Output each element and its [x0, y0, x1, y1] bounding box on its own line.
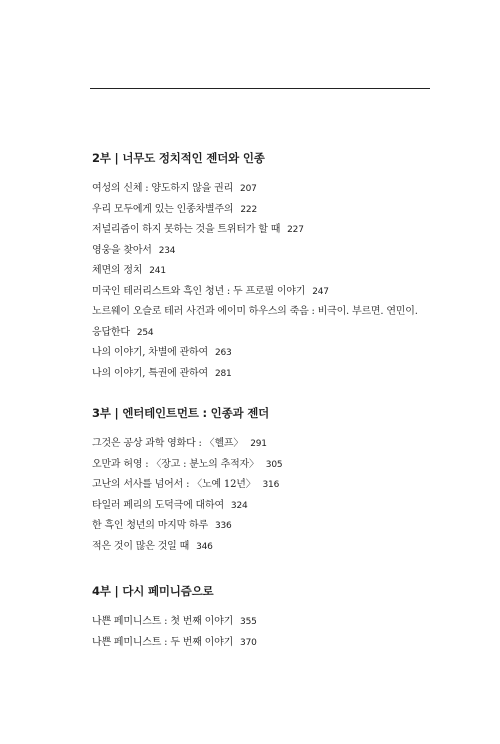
toc-list	[92, 179, 472, 384]
toc-page-number: 346	[196, 541, 213, 552]
top-divider	[90, 88, 430, 89]
toc-page-number: 207	[240, 184, 257, 194]
toc-entry-title: 영웅을 찾아서	[92, 244, 152, 256]
toc-page-number: 263	[214, 348, 232, 358]
toc-entry-title: 체면의 정치	[92, 265, 143, 276]
toc-entry-title: 응답한다	[92, 326, 130, 338]
toc-entry[interactable]	[92, 475, 472, 496]
toc-entry-title: 여성의 신체 : 양도하지 않을 권리	[92, 183, 234, 194]
toc-entry[interactable]	[92, 516, 472, 537]
toc-entry[interactable]	[92, 302, 472, 323]
toc-page-number: 254	[136, 327, 154, 338]
toc-entry-title: 그것은 공상 과학 영화다 : 〈헬프〉	[92, 438, 244, 449]
toc-page-number: 324	[230, 500, 248, 511]
toc-entry-title: 오만과 허영 : 〈장고 : 분노의 추적자〉	[92, 458, 259, 470]
toc-page-number: 305	[265, 459, 283, 470]
section-part-3	[92, 402, 472, 557]
toc-entry[interactable]	[92, 434, 472, 455]
toc-page-number: 234	[158, 245, 176, 256]
toc-list	[92, 434, 472, 557]
toc-entry[interactable]	[92, 200, 472, 221]
toc-entry-title: 저널리즘이 하지 못하는 것을 트위터가 할 때	[92, 224, 281, 235]
toc-entry[interactable]	[92, 241, 472, 262]
toc-entry-title: 타일러 페리의 도덕극에 대하여	[92, 499, 224, 511]
toc-page-number: 370	[240, 637, 257, 648]
toc-entry-title: 나쁜 페미니스트 : 첫 번째 이야기	[92, 616, 234, 627]
toc-entry[interactable]	[92, 364, 472, 385]
section-title: 2부 | 너무도 정치적인 젠더와 인종	[92, 151, 265, 165]
toc-entry[interactable]	[92, 261, 472, 282]
toc-page-number: 281	[214, 368, 232, 379]
toc-entry[interactable]	[92, 537, 472, 558]
toc-page-number: 227	[287, 225, 304, 235]
toc-entry-title: 나쁜 페미니스트 : 두 번째 이야기	[92, 636, 234, 648]
toc-page-number: 336	[214, 521, 232, 531]
toc-page-number: 291	[250, 439, 267, 449]
toc-entry[interactable]	[92, 343, 472, 364]
toc-entry[interactable]	[92, 220, 472, 241]
toc-list	[92, 612, 472, 653]
toc-entry[interactable]	[92, 455, 472, 476]
toc-entry[interactable]	[92, 612, 472, 633]
toc-entry-title: 나의 이야기, 특권에 관하여	[92, 367, 208, 379]
toc-page-number: 355	[240, 617, 257, 627]
toc-entry-title: 고난의 서사를 넘어서 : 〈노예 12년〉	[92, 479, 256, 490]
toc-page-number: 316	[262, 480, 280, 490]
toc-page-number: 222	[240, 204, 257, 215]
toc-entry-continuation[interactable]	[92, 323, 472, 344]
section-part-4	[92, 580, 472, 653]
toc-page-number: 247	[312, 286, 329, 297]
toc-entry-title: 미국인 테러리스트와 흑인 청년 : 두 프로필 이야기	[92, 285, 306, 297]
toc-entry[interactable]	[92, 282, 472, 303]
toc-entry-title: 나의 이야기, 차별에 관하여	[92, 347, 208, 358]
toc-entry[interactable]	[92, 633, 472, 654]
toc-entry-title: 우리 모두에게 있는 인종차별주의	[92, 203, 234, 215]
section-title: 4부 | 다시 페미니즘으로	[92, 584, 214, 598]
toc-entry[interactable]	[92, 179, 472, 200]
toc-entry-title: 적은 것이 많은 것일 때	[92, 540, 190, 552]
section-title: 3부 | 엔터테인트먼트 : 인종과 젠더	[92, 406, 270, 420]
toc-entry-title: 노르웨이 오슬로 테러 사건과 에이미 하우스의 죽음 : 비극이. 부르면. 연민이.	[92, 306, 418, 317]
section-part-2	[92, 147, 472, 384]
toc-entry[interactable]	[92, 496, 472, 517]
toc-entry-title: 한 흑인 청년의 마지막 하루	[92, 520, 208, 531]
toc-page-number: 241	[149, 266, 166, 276]
